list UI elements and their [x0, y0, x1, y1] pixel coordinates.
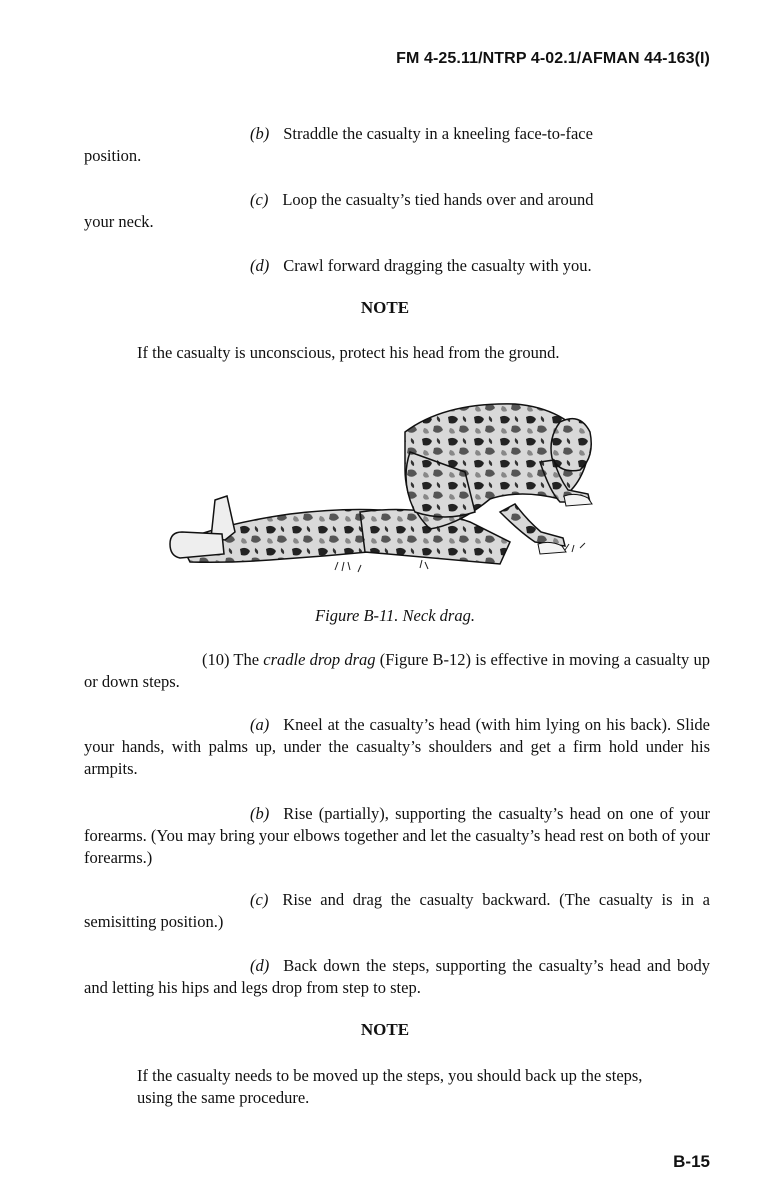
step-label: (b) [250, 804, 270, 823]
neck-drag-figure [160, 392, 610, 582]
page-number: B-15 [673, 1152, 710, 1171]
step-b-straddle [84, 123, 710, 167]
step-text-cont: your neck. [84, 212, 154, 231]
step-text: Crawl forward dragging the casualty with you. [283, 256, 592, 275]
step-label: (d) [250, 256, 270, 275]
paragraph-post: (Figure B-12) is effective in moving a casualty up or down steps. [84, 650, 710, 691]
step-label: (c) [250, 190, 269, 209]
note-text: If the casualty needs to be moved up the steps, you should back up the steps, using the same procedure. [137, 1066, 643, 1107]
step-c-drag [84, 889, 710, 933]
step-label: (d) [250, 956, 270, 975]
step-d-crawl [84, 255, 710, 277]
note-heading: NOTE [360, 1020, 410, 1039]
figure-caption: Figure B-11. Neck drag. [315, 606, 475, 625]
step-label: (b) [250, 124, 270, 143]
step-text: Rise (partially), supporting the casualty’s head on one of your forearms. (You may bring your elbows together and let the casualty’s head rest on both of your forearms.) [84, 804, 710, 867]
step-text: Rise and drag the casualty backward. (The casualty is in a semisitting position.) [84, 890, 710, 931]
paragraph-term: cradle drop drag [263, 650, 376, 669]
step-d-back-down [84, 955, 710, 999]
step-label: (c) [250, 890, 269, 909]
paragraph-10 [84, 649, 710, 693]
step-b-rise [84, 803, 710, 869]
step-text-cont: position. [84, 146, 142, 165]
step-label: (a) [250, 715, 270, 734]
step-text: Kneel at the casualty’s head (with him lying on his back). Slide your hands, with palms up, under the casualty’s shoulders and get a firm hold under his armpits. [84, 715, 710, 778]
neck-drag-illustration-icon [160, 392, 610, 582]
step-text: Back down the steps, supporting the casualty’s head and body and letting his hips and legs drop from step to step. [84, 956, 710, 997]
step-text: Straddle the casualty in a kneeling face-to-face [283, 124, 593, 143]
document-header: FM 4-25.11/NTRP 4-02.1/AFMAN 44-163(I) [396, 50, 710, 67]
paragraph-number: (10) [202, 650, 230, 669]
note-text: If the casualty is unconscious, protect his head from the ground. [137, 343, 560, 362]
step-c-loop [84, 189, 710, 233]
paragraph-pre: The [233, 650, 260, 669]
step-text: Loop the casualty’s tied hands over and around [282, 190, 594, 209]
note-heading: NOTE [360, 298, 410, 317]
step-a-kneel [84, 714, 710, 780]
